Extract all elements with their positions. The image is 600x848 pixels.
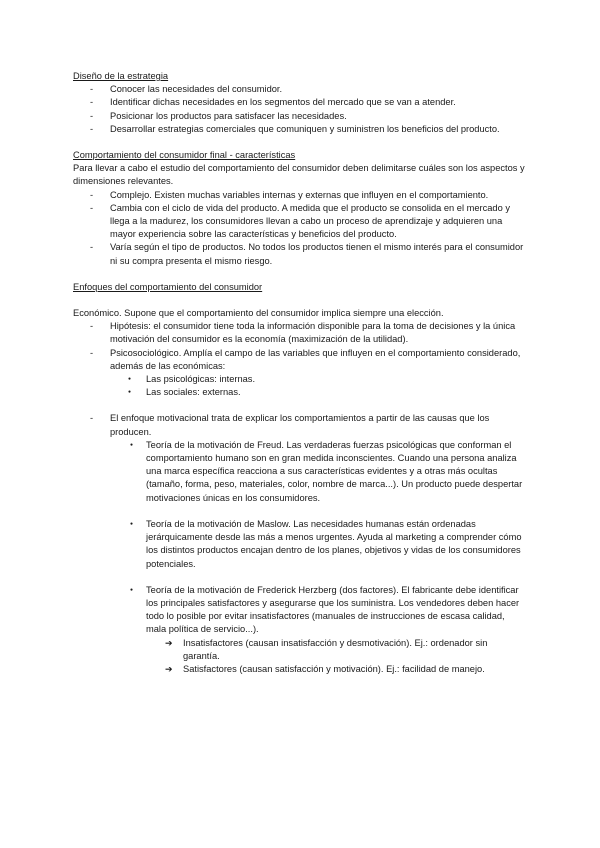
list-item: - Varía según el tipo de productos. No todos los productos tienen el mismo interés para el consumidor ni su compra presenta el mismo riesgo.: [73, 241, 525, 267]
section-heading-comportamiento: Comportamiento del consumidor final - características: [73, 150, 296, 161]
list-item: - Complejo. Existen muchas variables internas y externas que influyen en el comportamiento.: [73, 189, 525, 202]
list-item: - Psicosociológico. Amplía el campo de las variables que influyen en el comportamiento considerado, además de las económicas:: [73, 347, 525, 373]
bullet-item: ● Las sociales: externas.: [73, 386, 525, 399]
list-item: - Identificar dichas necesidades en los segmentos del mercado que se van a atender.: [73, 96, 525, 109]
section-heading-diseno: Diseño de la estrategia: [73, 71, 169, 81]
section-heading-enfoques: Enfoques del comportamiento del consumidor: [73, 281, 263, 292]
list-item: - Posicionar los productos para satisfacer las necesidades.: [73, 110, 525, 123]
document-page: [73, 70, 525, 676]
list-item: - Conocer las necesidades del consumidor.: [73, 83, 525, 96]
arrow-item: ➔ Satisfactores (causan satisfacción y motivación). Ej.: facilidad de manejo.: [73, 663, 525, 676]
list-item: - El enfoque motivacional trata de explicar los comportamientos a partir de las causas que los producen.: [73, 412, 525, 438]
list-item: - Hipótesis: el consumidor tiene toda la información disponible para la toma de decisiones y la única motivación del consumidor es la economía (maximización de la utilidad).: [73, 320, 525, 346]
bullet-item-maslow: ● Teoría de la motivación de Maslow. Las necesidades humanas están ordenadas jerárquicamente desde las más a menos urgentes. Ayuda al marketing a comprender cómo los distintos productos encajan dentro de los planes, objetivos y vidas de los consumidores potenciales.: [73, 518, 525, 571]
bullet-item-freud: ● Teoría de la motivación de Freud. Las verdaderas fuerzas psicológicas que conforman el comportamiento humano son en gran medida inconscientes. Cuando una persona analiza una marca específica reacciona a sus características evidentes y a otras más ocultas (tamaño, forma, peso, materiales, color, nombre de marca...). Un producto puede despertar motivaciones únicas en los consumidores.: [73, 439, 525, 505]
list-item: - Cambia con el ciclo de vida del producto. A medida que el producto se consolida en el mercado y llega a la madurez, los consumidores llevan a cabo un proceso de aprendizaje y adquieren una mayor experiencia sobre las características y beneficios del producto.: [73, 202, 525, 242]
economico-paragraph: Económico. Supone que el comportamiento del consumidor implica siempre una elección.: [73, 308, 444, 319]
bullet-item: ● Las psicológicas: internas.: [73, 373, 525, 386]
list-item: - Desarrollar estrategias comerciales que comuniquen y suministren los beneficios del producto.: [73, 123, 525, 136]
section-intro: Para llevar a cabo el estudio del comportamiento del consumidor deben delimitarse cuáles son los aspectos y dimensiones relevantes.: [73, 163, 525, 187]
arrow-item: ➔ Insatisfactores (causan insatisfacción y desmotivación). Ej.: ordenador sin garantía.: [73, 637, 525, 663]
bullet-item-herzberg: ● Teoría de la motivación de Frederick Herzberg (dos factores). El fabricante debe identificar los principales satisfactores y asegurarse que los suministra. Los vendedores deben hacer todo lo posible por evitar insatisfactores (manuales de instrucciones de escasa calidad, mala política de servicio...).: [73, 584, 525, 637]
